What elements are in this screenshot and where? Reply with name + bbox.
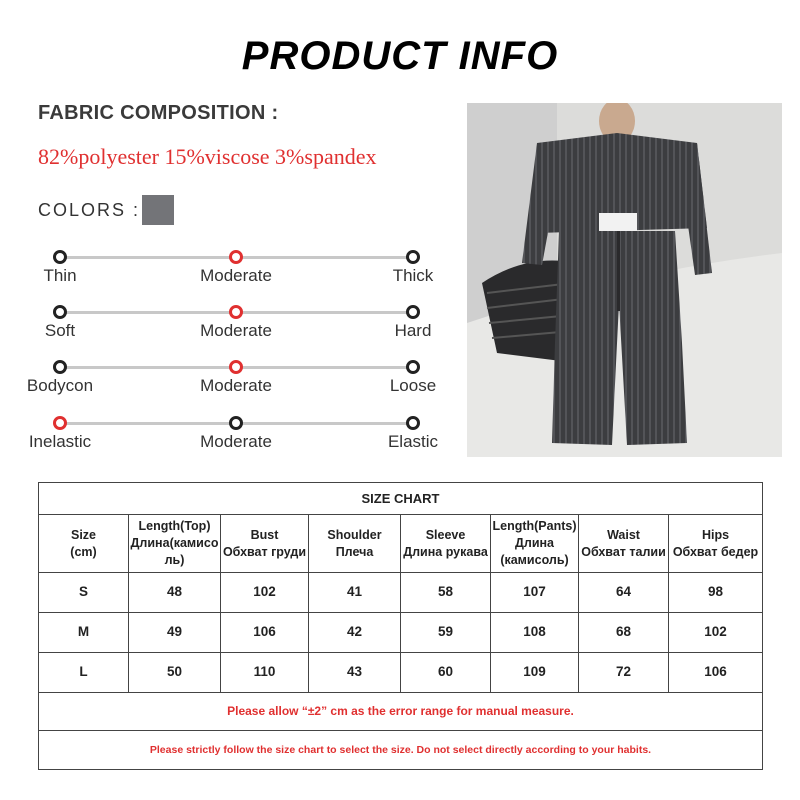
column-header xyxy=(39,515,129,573)
table-cell: 68 xyxy=(579,613,669,653)
table-cell: L xyxy=(39,653,129,693)
scale-label-left: Soft xyxy=(44,321,76,340)
scale-dot-middle xyxy=(229,250,243,264)
column-header-line: Обхват талии xyxy=(581,544,666,559)
column-header-line: Length(Pants) xyxy=(492,519,577,534)
table-cell: 102 xyxy=(669,613,763,653)
table-cell: 72 xyxy=(579,653,669,693)
scale-label-middle: Moderate xyxy=(200,266,272,285)
table-cell: 108 xyxy=(491,613,579,653)
colors-label: COLORS : xyxy=(38,200,141,220)
column-header-line: Bust xyxy=(250,527,279,542)
column-header-line: ль) xyxy=(164,552,185,567)
product-photo xyxy=(467,103,782,457)
column-header xyxy=(129,515,221,573)
fabric-composition-heading: FABRIC COMPOSITION : xyxy=(38,102,279,124)
scale-label-right: Thick xyxy=(392,266,434,285)
size-chart-table xyxy=(38,482,763,770)
color-swatch-gray[interactable] xyxy=(142,195,174,225)
column-header-line: Длина рукава xyxy=(403,544,488,559)
table-row xyxy=(39,573,763,613)
column-header xyxy=(579,515,669,573)
table-row xyxy=(39,613,763,653)
scale-dot-middle xyxy=(229,416,243,430)
fabric-composition-value: 82%polyester 15%viscose 3%spandex xyxy=(38,144,377,169)
attribute-scale xyxy=(0,250,460,294)
column-header-line: Size xyxy=(70,527,96,542)
table-row xyxy=(39,653,763,693)
column-header xyxy=(401,515,491,573)
column-header-line: Hips xyxy=(701,527,730,542)
scale-dot-right xyxy=(406,360,420,374)
scale-label-left: Thin xyxy=(43,266,77,285)
column-header-line: Обхват бедер xyxy=(672,544,759,559)
scale-label-left: Inelastic xyxy=(28,432,92,451)
column-header-line: Плеча xyxy=(335,544,374,559)
scale-dot-middle xyxy=(229,305,243,319)
table-cell: 41 xyxy=(309,573,401,613)
scale-label-middle: Moderate xyxy=(200,376,272,395)
table-cell: 107 xyxy=(491,573,579,613)
attribute-scale xyxy=(0,305,460,349)
scale-dot-right xyxy=(406,250,420,264)
column-header xyxy=(221,515,309,573)
table-cell: 42 xyxy=(309,613,401,653)
table-cell: 110 xyxy=(221,653,309,693)
column-header-line: Длина(камисо xyxy=(130,536,219,551)
scale-label-middle: Moderate xyxy=(200,321,272,340)
scale-dot-left xyxy=(53,250,67,264)
table-cell: 48 xyxy=(129,573,221,613)
scale-label-right: Loose xyxy=(389,376,437,395)
scale-label-middle: Moderate xyxy=(200,432,272,451)
column-header-line: Shoulder xyxy=(327,527,382,542)
size-chart-title: SIZE CHART xyxy=(39,483,763,515)
scale-dot-right xyxy=(406,305,420,319)
table-cell: 106 xyxy=(669,653,763,693)
table-cell: 106 xyxy=(221,613,309,653)
column-header-line: Обхват груди xyxy=(222,544,307,559)
attribute-scale xyxy=(0,416,460,460)
scale-label-left: Bodycon xyxy=(26,376,94,395)
scale-dot-left xyxy=(53,360,67,374)
table-cell: 43 xyxy=(309,653,401,693)
table-cell: 59 xyxy=(401,613,491,653)
table-cell: 50 xyxy=(129,653,221,693)
size-selection-note: Please strictly follow the size chart to select the size. Do not select directly according to your habits. xyxy=(39,731,763,770)
table-cell: 49 xyxy=(129,613,221,653)
column-header-line: Length(Top) xyxy=(138,519,211,534)
table-cell: 64 xyxy=(579,573,669,613)
table-cell: 58 xyxy=(401,573,491,613)
column-header xyxy=(669,515,763,573)
column-header-line: Длина xyxy=(514,536,555,551)
model-wearing-pinstripe-suit-image xyxy=(467,103,782,457)
scale-dot-right xyxy=(406,416,420,430)
table-cell: S xyxy=(39,573,129,613)
scale-label-right: Elastic xyxy=(387,432,439,451)
table-cell: 98 xyxy=(669,573,763,613)
page-title: PRODUCT INFO xyxy=(241,34,559,78)
column-header-line: (cm) xyxy=(70,544,97,559)
scale-dot-left xyxy=(53,305,67,319)
column-header xyxy=(491,515,579,573)
column-header-line: (камисоль) xyxy=(500,552,569,567)
table-cell: 109 xyxy=(491,653,579,693)
column-header xyxy=(309,515,401,573)
table-cell: 60 xyxy=(401,653,491,693)
scale-label-right: Hard xyxy=(394,321,432,340)
column-header-line: Waist xyxy=(607,527,640,542)
table-cell: 102 xyxy=(221,573,309,613)
scale-dot-left xyxy=(53,416,67,430)
column-header-line: Sleeve xyxy=(425,527,466,542)
measurement-error-note: Please allow “±2” cm as the error range for manual measure. xyxy=(39,693,763,731)
attribute-scale xyxy=(0,360,460,404)
table-cell: M xyxy=(39,613,129,653)
scale-dot-middle xyxy=(229,360,243,374)
